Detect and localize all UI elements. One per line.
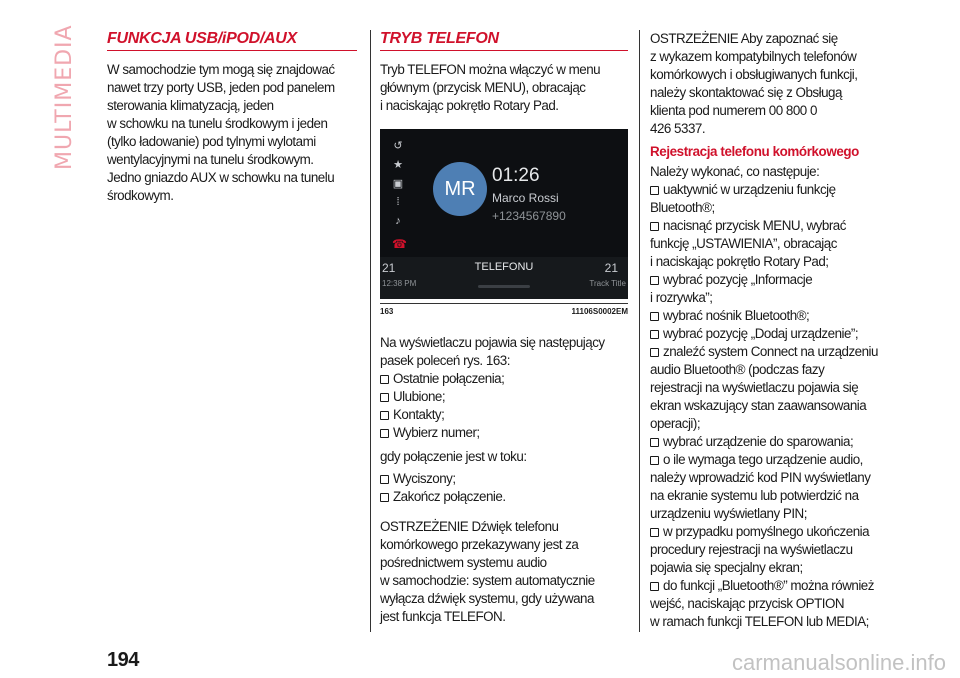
list-item-text: Wybierz numer;: [393, 425, 480, 440]
list-item-text: operacji);: [650, 416, 701, 431]
list-item-text: Bluetooth®;: [650, 200, 715, 215]
list-item: [650, 289, 900, 307]
phone-section-title: TRYB TELEFON: [380, 30, 628, 51]
list-item-text: Ulubione;: [393, 389, 446, 404]
checkbox-bullet-icon: [380, 493, 389, 502]
text-line: wyłącza dźwięk systemu, gdy używana: [380, 591, 594, 606]
column-divider: [370, 30, 371, 632]
list-item: [380, 488, 628, 506]
usb-paragraph: [107, 61, 357, 205]
in-call-list: [380, 470, 628, 506]
list-item: [650, 217, 900, 235]
contacts-icon: ▣: [392, 178, 404, 190]
column-usb: [107, 30, 357, 205]
pairing-steps: [650, 181, 900, 631]
keypad-icon: ⁞: [396, 196, 400, 208]
list-item: [650, 361, 900, 379]
temp-left: 21: [382, 261, 396, 275]
checkbox-bullet-icon: [650, 438, 659, 447]
list-item-text: Wyciszony;: [393, 471, 456, 486]
track-title: Track Title: [589, 279, 626, 288]
screen-mode-label: TELEFONU: [474, 261, 534, 273]
list-item: [650, 559, 900, 577]
site-watermark: carmanualsonline.info: [731, 650, 946, 675]
list-item-text: uaktywnić w urządzeniu funkcję: [663, 182, 836, 197]
sound-warning: [380, 518, 628, 626]
list-item-text: w przypadku pomyślnego ukończenia: [663, 524, 870, 539]
text-line: Jedno gniazdo AUX w schowku na tunelu: [107, 170, 335, 185]
list-item-text: rejestracji na wyświetlaczu pojawia się: [650, 380, 859, 395]
text-line: głównym (przycisk MENU), obracając: [380, 80, 586, 95]
checkbox-bullet-icon: [380, 429, 389, 438]
list-item-text: znaleźć system Connect na urządzeniu: [663, 344, 878, 359]
checkbox-bullet-icon: [650, 186, 659, 195]
list-item-text: wejść, naciskając przycisk OPTION: [650, 596, 845, 611]
text-line: i naciskając pokrętło Rotary Pad.: [380, 98, 559, 113]
command-list: [380, 370, 628, 442]
section-side-label-text: MULTIMEDIA: [52, 24, 77, 170]
list-item: [380, 370, 628, 388]
command-bar-text: [380, 334, 628, 370]
text-line: (tylko ładowanie) pod tylnymi wylotami: [107, 134, 316, 149]
temp-right: 21: [604, 261, 618, 275]
list-item-text: urządzeniu wyświetlany PIN;: [650, 506, 807, 521]
checkbox-bullet-icon: [650, 528, 659, 537]
list-item: [650, 235, 900, 253]
list-item: [650, 487, 900, 505]
figure-number: 163: [380, 307, 394, 316]
list-item-text: wybrać urządzenie do sparowania;: [663, 434, 854, 449]
list-item-text: w ramach funkcji TELEFON lub MEDIA;: [650, 614, 869, 629]
page-number: 194: [107, 649, 139, 671]
text-line: Tryb TELEFON można włączyć w menu: [380, 62, 601, 77]
list-item: [650, 433, 900, 451]
clock-readout: 12:38 PM: [382, 279, 417, 288]
star-icon: ★: [393, 159, 403, 171]
contact-name: Marco Rossi: [492, 191, 559, 205]
list-item-text: wybrać pozycję „Informacje: [663, 272, 813, 287]
phone-screen-image: [380, 129, 628, 299]
list-item-text: procedury rejestracji na wyświetlaczu: [650, 542, 853, 557]
checkbox-bullet-icon: [650, 330, 659, 339]
list-item-text: funkcję „USTAWIENIA”, obracając: [650, 236, 837, 251]
list-item: [650, 181, 900, 199]
list-item: [650, 577, 900, 595]
text-line: sterowania klimatyzacją, jeden: [107, 98, 274, 113]
text-line: komórkowych i obsługiwanych funkcji,: [650, 67, 858, 82]
compatibility-warning: [650, 30, 900, 138]
list-item-text: do funkcji „Bluetooth®” można również: [663, 578, 874, 593]
list-item-text: Zakończ połączenie.: [393, 489, 506, 504]
list-item: [650, 541, 900, 559]
checkbox-bullet-icon: [650, 582, 659, 591]
text-line: nawet trzy porty USB, jeden pod panelem: [107, 80, 335, 95]
text-line: klienta pod numerem 00 800 0: [650, 103, 817, 118]
text-line: Na wyświetlaczu pojawia się następujący: [380, 335, 605, 350]
screen-icon-bar: [390, 139, 406, 234]
pairing-intro: Należy wykonać, co następuje:: [650, 164, 820, 179]
list-item: [650, 307, 900, 325]
checkbox-bullet-icon: [650, 456, 659, 465]
list-item-text: pojawia się specjalny ekran;: [650, 560, 803, 575]
list-item: [650, 199, 900, 217]
list-item-text: nacisnąć przycisk MENU, wybrać: [663, 218, 846, 233]
list-item: [650, 523, 900, 541]
text-line: pasek poleceń rys. 163:: [380, 353, 510, 368]
list-item: [650, 415, 900, 433]
list-item: [650, 505, 900, 523]
checkbox-bullet-icon: [650, 276, 659, 285]
checkbox-bullet-icon: [650, 348, 659, 357]
checkbox-bullet-icon: [380, 393, 389, 402]
checkbox-bullet-icon: [650, 312, 659, 321]
list-item: [650, 253, 900, 271]
list-item-text: i rozrywka”;: [650, 290, 713, 305]
list-item-text: wybrać nośnik Bluetooth®;: [663, 308, 810, 323]
list-item-text: wybrać pozycję „Dodaj urządzenie”;: [663, 326, 859, 341]
list-item: [650, 397, 900, 415]
column-pairing: [650, 30, 900, 631]
list-item: [650, 343, 900, 361]
usb-section-title: FUNKCJA USB/iPOD/AUX: [107, 30, 357, 51]
list-item: [650, 613, 900, 631]
list-item-text: o ile wymaga tego urządzenie audio,: [663, 452, 863, 467]
list-item: [650, 271, 900, 289]
text-line: 426 5337.: [650, 121, 706, 136]
text-line: w samochodzie: system automatycznie: [380, 573, 595, 588]
checkbox-bullet-icon: [650, 222, 659, 231]
hangup-icon: ☎: [392, 237, 407, 251]
list-item-text: audio Bluetooth® (podczas fazy: [650, 362, 825, 377]
text-line: OSTRZEŻENIE Aby zapoznać się: [650, 31, 838, 46]
checkbox-bullet-icon: [380, 475, 389, 484]
text-line: w schowku na tunelu środkowym i jeden: [107, 116, 328, 131]
column-phone: [380, 30, 628, 626]
figure-caption: [380, 303, 628, 316]
mute-icon: ♪: [395, 215, 401, 227]
text-line: jest funkcja TELEFON.: [380, 609, 506, 624]
text-line: W samochodzie tym mogą się znajdować: [107, 62, 335, 77]
text-line: z wykazem kompatybilnych telefonów: [650, 49, 857, 64]
text-line: pośrednictwem systemu audio: [380, 555, 547, 570]
list-item: [650, 325, 900, 343]
text-line: należy skontaktować się z Obsługą: [650, 85, 842, 100]
call-duration: 01:26: [492, 165, 540, 186]
column-divider: [639, 30, 640, 632]
screen-bottom-bar: [380, 257, 628, 299]
figure-code: 11106S0002EM: [571, 307, 628, 316]
text-line: OSTRZEŻENIE Dźwięk telefonu: [380, 519, 559, 534]
list-item: [650, 595, 900, 613]
list-item: [650, 451, 900, 469]
checkbox-bullet-icon: [380, 375, 389, 384]
pairing-subtitle: Rejestracja telefonu komórkowego: [650, 144, 859, 159]
phone-intro: [380, 61, 628, 115]
text-line: środkowym.: [107, 188, 174, 203]
during-call-text: gdy połączenie jest w toku:: [380, 449, 527, 464]
list-item-text: Kontakty;: [393, 407, 445, 422]
contact-number: +1234567890: [492, 209, 566, 223]
list-item-text: i naciskając pokrętło Rotary Pad;: [650, 254, 829, 269]
text-line: wentylacyjnymi na tunelu środkowym.: [107, 152, 314, 167]
list-item-text: Ostatnie połączenia;: [393, 371, 505, 386]
screen-handle: [478, 285, 530, 288]
list-item-text: należy wprowadzić kod PIN wyświetlany: [650, 470, 871, 485]
list-item: [650, 379, 900, 397]
figure-163: [380, 129, 628, 316]
list-item-text: na ekranie systemu lub potwierdzić na: [650, 488, 859, 503]
list-item: [380, 406, 628, 424]
checkbox-bullet-icon: [380, 411, 389, 420]
list-item: [380, 470, 628, 488]
list-item-text: ekran wskazujący stan zaawansowania: [650, 398, 867, 413]
contact-avatar: MR: [433, 162, 487, 216]
list-item: [380, 424, 628, 442]
list-item: [380, 388, 628, 406]
list-item: [650, 469, 900, 487]
text-line: komórkowego przekazywany jest za: [380, 537, 579, 552]
history-icon: ↺: [393, 140, 403, 152]
section-side-label: [52, 24, 92, 170]
